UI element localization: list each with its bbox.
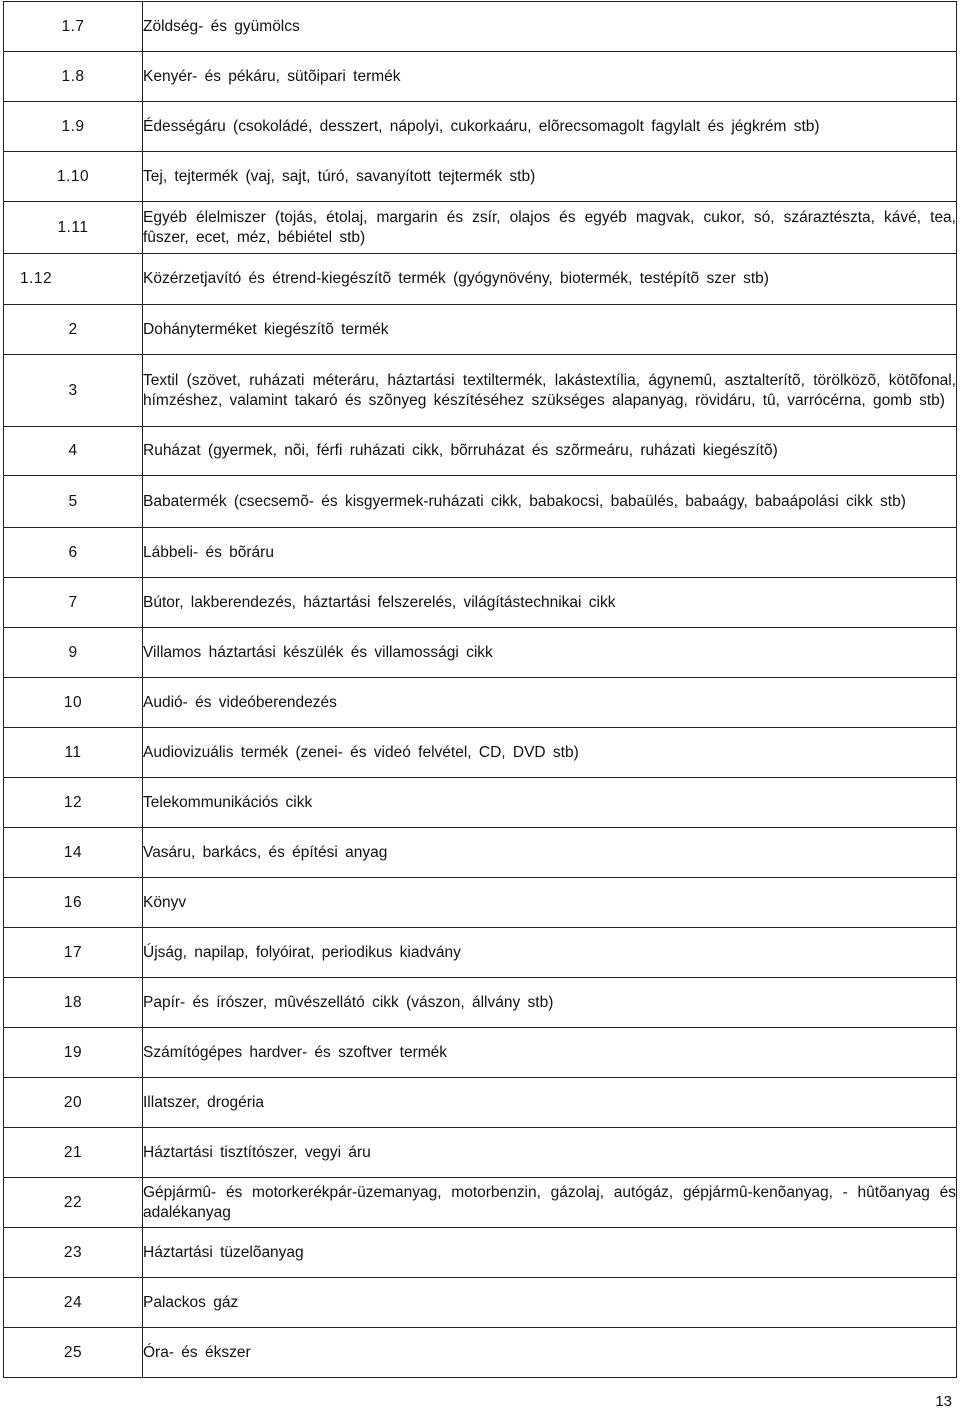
category-code: 7 xyxy=(4,578,143,628)
category-code: 5 xyxy=(4,476,143,528)
category-code: 1.7 xyxy=(4,2,143,52)
category-code: 1.12 xyxy=(4,254,143,305)
category-description: Babatermék (csecsemõ- és kisgyermek-ruházati cikk, babakocsi, babaülés, babaágy, babaápolási cikk stb) xyxy=(143,476,957,528)
table-row xyxy=(4,1128,957,1178)
category-description: Papír- és írószer, mûvészellátó cikk (vászon, állvány stb) xyxy=(143,978,957,1028)
table-row xyxy=(4,1078,957,1128)
table-row xyxy=(4,978,957,1028)
category-code: 10 xyxy=(4,678,143,728)
table-row xyxy=(4,476,957,528)
category-code: 14 xyxy=(4,828,143,878)
category-code: 25 xyxy=(4,1328,143,1378)
table-row xyxy=(4,202,957,254)
category-description: Villamos háztartási készülék és villamossági cikk xyxy=(143,628,957,678)
category-code: 11 xyxy=(4,728,143,778)
product-category-table xyxy=(3,1,957,1378)
category-description: Háztartási tisztítószer, vegyi áru xyxy=(143,1128,957,1178)
table-row xyxy=(4,52,957,102)
category-description: Bútor, lakberendezés, háztartási felszerelés, világítástechnikai cikk xyxy=(143,578,957,628)
table-row xyxy=(4,778,957,828)
table-row xyxy=(4,628,957,678)
table-row xyxy=(4,1228,957,1278)
category-code: 2 xyxy=(4,305,143,355)
table-row xyxy=(4,1278,957,1328)
category-description: Illatszer, drogéria xyxy=(143,1078,957,1128)
category-code: 18 xyxy=(4,978,143,1028)
category-code: 17 xyxy=(4,928,143,978)
category-description: Palackos gáz xyxy=(143,1278,957,1328)
table-row xyxy=(4,878,957,928)
table-row xyxy=(4,152,957,202)
category-description: Audiovizuális termék (zenei- és videó felvétel, CD, DVD stb) xyxy=(143,728,957,778)
table-row xyxy=(4,2,957,52)
category-description: Zöldség- és gyümölcs xyxy=(143,2,957,52)
category-code: 23 xyxy=(4,1228,143,1278)
category-description: Háztartási tüzelõanyag xyxy=(143,1228,957,1278)
table-row xyxy=(4,528,957,578)
category-code: 19 xyxy=(4,1028,143,1078)
table-row xyxy=(4,578,957,628)
category-description: Textil (szövet, ruházati méteráru, háztartási textiltermék, lakástextília, ágynemû, asztalterítõ, törölközõ, kötõfonal, hímzéshez, valamint takaró és szõnyeg készítéséhez szükséges alapanyag, rövidáru, tû, varrócérna, gomb stb) xyxy=(143,355,957,427)
category-code: 12 xyxy=(4,778,143,828)
category-code: 1.8 xyxy=(4,52,143,102)
table-row xyxy=(4,1328,957,1378)
category-code: 22 xyxy=(4,1178,143,1228)
category-code: 1.10 xyxy=(4,152,143,202)
category-description: Könyv xyxy=(143,878,957,928)
category-description: Óra- és ékszer xyxy=(143,1328,957,1378)
table-row xyxy=(4,102,957,152)
table-row xyxy=(4,427,957,476)
category-description: Számítógépes hardver- és szoftver termék xyxy=(143,1028,957,1078)
table-row xyxy=(4,1178,957,1228)
table-row xyxy=(4,728,957,778)
page-number: 13 xyxy=(935,1393,952,1410)
category-code: 4 xyxy=(4,427,143,476)
table-row xyxy=(4,828,957,878)
category-description: Tej, tejtermék (vaj, sajt, túró, savanyított tejtermék stb) xyxy=(143,152,957,202)
category-code: 21 xyxy=(4,1128,143,1178)
category-code: 20 xyxy=(4,1078,143,1128)
category-description: Ruházat (gyermek, nõi, férfi ruházati cikk, bõrruházat és szõrmeáru, ruházati kiegészítõ) xyxy=(143,427,957,476)
category-description: Közérzetjavító és étrend-kiegészítõ termék (gyógynövény, biotermék, testépítõ szer stb) xyxy=(143,254,957,305)
category-code: 3 xyxy=(4,355,143,427)
table-row xyxy=(4,928,957,978)
category-code: 9 xyxy=(4,628,143,678)
category-code: 16 xyxy=(4,878,143,928)
table-row xyxy=(4,1028,957,1078)
category-code: 1.11 xyxy=(4,202,143,254)
category-description: Egyéb élelmiszer (tojás, étolaj, margarin és zsír, olajos és egyéb magvak, cukor, só, száraztészta, kávé, tea, fûszer, ecet, méz, bébiétel stb) xyxy=(143,202,957,254)
category-description: Lábbeli- és bõráru xyxy=(143,528,957,578)
category-code: 24 xyxy=(4,1278,143,1328)
category-description: Audió- és videóberendezés xyxy=(143,678,957,728)
category-description: Kenyér- és pékáru, sütõipari termék xyxy=(143,52,957,102)
category-code: 1.9 xyxy=(4,102,143,152)
table-row xyxy=(4,678,957,728)
table-row xyxy=(4,355,957,427)
category-description: Édességáru (csokoládé, desszert, nápolyi, cukorkaáru, elõrecsomagolt fagylalt és jégkrém stb) xyxy=(143,102,957,152)
category-code: 6 xyxy=(4,528,143,578)
category-description: Dohányterméket kiegészítõ termék xyxy=(143,305,957,355)
category-description: Vasáru, barkács, és építési anyag xyxy=(143,828,957,878)
table-row xyxy=(4,305,957,355)
category-description: Újság, napilap, folyóirat, periodikus kiadvány xyxy=(143,928,957,978)
table-row xyxy=(4,254,957,305)
category-description: Telekommunikációs cikk xyxy=(143,778,957,828)
category-description: Gépjármû- és motorkerékpár-üzemanyag, motorbenzin, gázolaj, autógáz, gépjármû-kenõanyag, - hûtõanyag és adalékanyag xyxy=(143,1178,957,1228)
